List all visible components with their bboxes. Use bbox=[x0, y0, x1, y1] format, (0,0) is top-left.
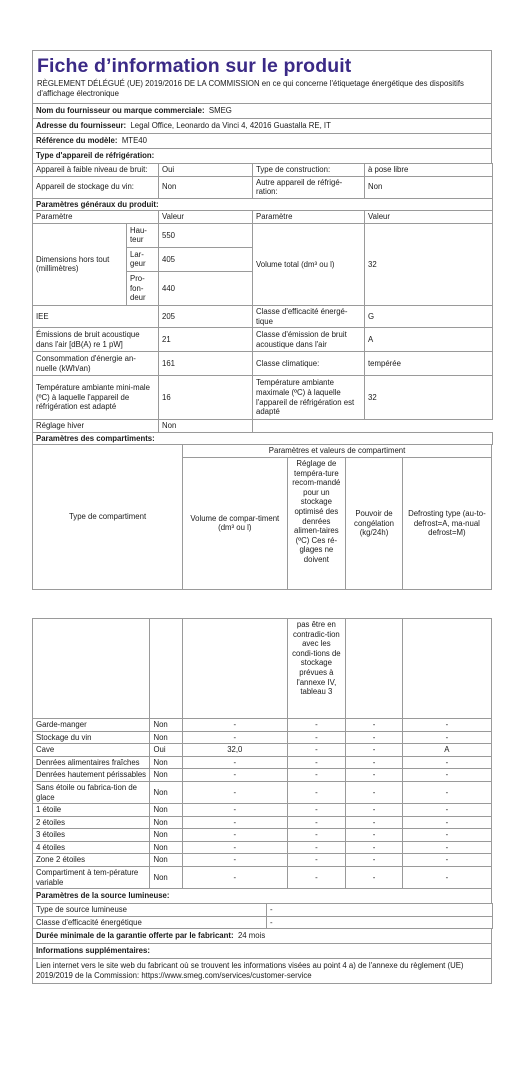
wine-value: Non bbox=[159, 176, 253, 198]
compartment-present: Non bbox=[150, 756, 183, 769]
general-heading: Paramètres généraux du produit: bbox=[33, 198, 493, 211]
compartment-row bbox=[33, 854, 492, 867]
low-noise-value: Oui bbox=[159, 164, 253, 177]
compartment-defrost: - bbox=[402, 769, 491, 782]
col-param-header: Paramètre bbox=[33, 211, 159, 224]
compartment-temp: - bbox=[287, 718, 346, 731]
compartment-freezing: - bbox=[346, 769, 403, 782]
appliance-type-heading: Type d'appareil de réfrigération: bbox=[32, 149, 492, 164]
compartment-temp: - bbox=[287, 841, 346, 854]
compartments-header-table bbox=[32, 444, 492, 590]
eff-class-value: G bbox=[365, 305, 493, 327]
width-label: Lar-geur bbox=[127, 247, 159, 271]
climate-label: Classe climatique: bbox=[253, 352, 365, 376]
empty-cell bbox=[253, 420, 365, 433]
compartment-temp: - bbox=[287, 804, 346, 817]
compartment-defrost: - bbox=[402, 731, 491, 744]
compartment-defrost: - bbox=[402, 854, 491, 867]
warranty-value: 24 mois bbox=[237, 931, 266, 941]
compartment-present: Non bbox=[150, 841, 183, 854]
depth-value: 440 bbox=[159, 271, 253, 305]
empty-cell bbox=[365, 420, 493, 433]
light-class-value: - bbox=[267, 916, 493, 929]
compartment-temp: - bbox=[287, 731, 346, 744]
construction-label: Type de construction: bbox=[253, 164, 365, 177]
eff-class-label: Classe d'efficacité énergé-tique bbox=[253, 305, 365, 327]
empty-cell bbox=[183, 618, 287, 718]
col-temp-header-part2: pas être en contradic-tion avec les condi-tions de stockage prévues à l'annexe IV, tableau 3 bbox=[287, 618, 346, 718]
winter-value: Non bbox=[159, 420, 253, 433]
compartment-freezing: - bbox=[346, 841, 403, 854]
compartment-row bbox=[33, 781, 492, 803]
col-temp-header-part1: Réglage de tempéra-ture recom-mandé pour un stockage optimisé des denrées alimen-taires (ºC) Ces ré-glages ne doivent bbox=[287, 457, 346, 589]
height-value: 550 bbox=[159, 223, 253, 247]
compartment-row bbox=[33, 718, 492, 731]
compartment-present: Non bbox=[150, 718, 183, 731]
compartment-freezing: - bbox=[346, 718, 403, 731]
compartment-volume: - bbox=[183, 804, 287, 817]
winter-label: Réglage hiver bbox=[33, 420, 159, 433]
compartment-present: Non bbox=[150, 854, 183, 867]
supplier-label: Nom du fournisseur ou marque commerciale: bbox=[36, 106, 205, 115]
compartment-present: Non bbox=[150, 816, 183, 829]
compartment-volume: 32,0 bbox=[183, 744, 287, 757]
compartment-defrost: - bbox=[402, 781, 491, 803]
compartments-table bbox=[32, 618, 492, 889]
compartment-defrost: A bbox=[402, 744, 491, 757]
general-params-table bbox=[32, 210, 493, 445]
supplier-row bbox=[32, 104, 492, 119]
compartment-volume: - bbox=[183, 841, 287, 854]
compartment-temp: - bbox=[287, 854, 346, 867]
compartment-row bbox=[33, 816, 492, 829]
compartment-freezing: - bbox=[346, 829, 403, 842]
address-row bbox=[32, 119, 492, 134]
compartment-present: Non bbox=[150, 769, 183, 782]
compartment-group-header: Paramètres et valeurs de compartiment bbox=[183, 445, 492, 458]
empty-cell bbox=[346, 618, 403, 718]
light-heading: Paramètres de la source lumineuse: bbox=[32, 889, 492, 904]
compartment-defrost: - bbox=[402, 867, 491, 889]
compartment-present: Non bbox=[150, 804, 183, 817]
compartments-heading: Paramètres des compartiments: bbox=[33, 432, 493, 445]
compartment-name: Denrées hautement périssables bbox=[33, 769, 150, 782]
compartment-temp: - bbox=[287, 769, 346, 782]
min-temp-label: Température ambiante mini-male (ºC) à laquelle l'appareil de réfrigération est adapté bbox=[33, 376, 159, 420]
compartment-temp: - bbox=[287, 744, 346, 757]
compartment-name: 3 étoiles bbox=[33, 829, 150, 842]
compartment-defrost: - bbox=[402, 829, 491, 842]
compartment-name: Zone 2 étoiles bbox=[33, 854, 150, 867]
wine-label: Appareil de stockage du vin: bbox=[33, 176, 159, 198]
dimensions-label: Dimensions hors tout (millimètres) bbox=[33, 223, 127, 305]
product-information-sheet bbox=[32, 50, 492, 984]
compartment-row bbox=[33, 756, 492, 769]
compartment-volume: - bbox=[183, 829, 287, 842]
model-value: MTE40 bbox=[121, 136, 147, 145]
height-label: Hau-teur bbox=[127, 223, 159, 247]
noise-class-value: A bbox=[365, 328, 493, 352]
compartment-volume: - bbox=[183, 854, 287, 867]
compartment-freezing: - bbox=[346, 781, 403, 803]
empty-cell bbox=[402, 618, 491, 718]
compartment-row bbox=[33, 744, 492, 757]
col-param-header-2: Paramètre bbox=[253, 211, 365, 224]
compartment-volume: - bbox=[183, 731, 287, 744]
volume-value: 32 bbox=[365, 223, 493, 305]
compartment-name: Sans étoile ou fabrica-tion de glace bbox=[33, 781, 150, 803]
consumption-value: 161 bbox=[159, 352, 253, 376]
compartment-temp: - bbox=[287, 756, 346, 769]
warranty-label: Durée minimale de la garantie offerte par le fabricant: bbox=[36, 931, 234, 941]
compartment-name: 4 étoiles bbox=[33, 841, 150, 854]
compartment-name: 2 étoiles bbox=[33, 816, 150, 829]
empty-cell bbox=[150, 618, 183, 718]
compartment-name: Denrées alimentaires fraîches bbox=[33, 756, 150, 769]
regulation-text: RÈGLEMENT DÉLÉGUÉ (UE) 2019/2016 DE LA COMMISSION en ce qui concerne l'étiquetage énergétique des dispositifs d'affichage électronique bbox=[37, 79, 464, 98]
compartment-temp: - bbox=[287, 829, 346, 842]
compartment-name: Cave bbox=[33, 744, 150, 757]
address-value: Legal Office, Leonardo da Vinci 4, 42016 Guastalla RE, IT bbox=[130, 121, 331, 130]
extra-heading: Informations supplémentaires: bbox=[32, 944, 492, 959]
max-temp-value: 32 bbox=[365, 376, 493, 420]
compartment-present: Non bbox=[150, 867, 183, 889]
compartment-freezing: - bbox=[346, 744, 403, 757]
light-type-value: - bbox=[267, 904, 493, 917]
compartment-volume: - bbox=[183, 867, 287, 889]
address-label: Adresse du fournisseur: bbox=[36, 121, 127, 130]
compartment-present: Non bbox=[150, 829, 183, 842]
compartment-volume: - bbox=[183, 756, 287, 769]
compartment-rows bbox=[33, 718, 492, 888]
compartment-row bbox=[33, 829, 492, 842]
col-volume-header: Volume de compar-timent (dm³ ou l) bbox=[183, 457, 287, 589]
depth-label: Pro-fon-deur bbox=[127, 271, 159, 305]
noise-value: 21 bbox=[159, 328, 253, 352]
compartment-row bbox=[33, 804, 492, 817]
consumption-label: Consommation d'énergie an-nuelle (kWh/an) bbox=[33, 352, 159, 376]
compartment-freezing: - bbox=[346, 731, 403, 744]
other-label: Autre appareil de réfrigé-ration: bbox=[253, 176, 365, 198]
header-box bbox=[32, 50, 492, 104]
other-value: Non bbox=[365, 176, 493, 198]
empty-cell bbox=[33, 618, 150, 718]
appliance-type-table bbox=[32, 163, 493, 211]
model-label: Référence du modèle: bbox=[36, 136, 118, 145]
compartment-present: Non bbox=[150, 781, 183, 803]
model-row bbox=[32, 134, 492, 149]
extra-text: Lien internet vers le site web du fabricant où se trouvent les informations visées au point 4 a) de l'annexe du règlement (UE) 2019/2019 de la Commission: https://www.smeg.com/services/customer-service bbox=[32, 959, 492, 984]
compartment-defrost: - bbox=[402, 841, 491, 854]
noise-class-label: Classe d'émission de bruit acoustique dans l'air bbox=[253, 328, 365, 352]
compartment-defrost: - bbox=[402, 718, 491, 731]
max-temp-label: Température ambiante maximale (ºC) à laquelle l'appareil de réfrigération est adapté bbox=[253, 376, 365, 420]
supplier-value: SMEG bbox=[208, 106, 232, 115]
compartment-volume: - bbox=[183, 769, 287, 782]
compartment-freezing: - bbox=[346, 816, 403, 829]
compartment-present: Oui bbox=[150, 744, 183, 757]
compartment-row bbox=[33, 731, 492, 744]
climate-value: tempérée bbox=[365, 352, 493, 376]
compartment-row bbox=[33, 769, 492, 782]
noise-label: Émissions de bruit acoustique dans l'air [dB(A) re 1 pW] bbox=[33, 328, 159, 352]
compartment-present: Non bbox=[150, 731, 183, 744]
compartment-volume: - bbox=[183, 718, 287, 731]
col-value-header: Valeur bbox=[159, 211, 253, 224]
compartment-name: 1 étoile bbox=[33, 804, 150, 817]
light-type-label: Type de source lumineuse bbox=[33, 904, 267, 917]
compartment-row bbox=[33, 841, 492, 854]
col-type-header: Type de compartiment bbox=[33, 445, 183, 590]
warranty-row bbox=[32, 929, 492, 944]
page-break bbox=[32, 590, 492, 618]
min-temp-value: 16 bbox=[159, 376, 253, 420]
compartment-volume: - bbox=[183, 816, 287, 829]
compartment-temp: - bbox=[287, 867, 346, 889]
compartment-freezing: - bbox=[346, 804, 403, 817]
compartment-name: Compartiment à tem-pérature variable bbox=[33, 867, 150, 889]
compartment-name: Stockage du vin bbox=[33, 731, 150, 744]
compartment-defrost: - bbox=[402, 804, 491, 817]
construction-value: à pose libre bbox=[365, 164, 493, 177]
width-value: 405 bbox=[159, 247, 253, 271]
compartment-temp: - bbox=[287, 781, 346, 803]
compartment-name: Garde-manger bbox=[33, 718, 150, 731]
col-defrost-header: Defrosting type (au-to-defrost=A, ma-nual defrost=M) bbox=[402, 457, 491, 589]
iee-label: IEE bbox=[33, 305, 159, 327]
compartment-volume: - bbox=[183, 781, 287, 803]
compartment-freezing: - bbox=[346, 867, 403, 889]
light-class-label: Classe d'efficacité énergétique bbox=[33, 916, 267, 929]
low-noise-label: Appareil à faible niveau de bruit: bbox=[33, 164, 159, 177]
compartment-defrost: - bbox=[402, 756, 491, 769]
compartment-temp: - bbox=[287, 816, 346, 829]
iee-value: 205 bbox=[159, 305, 253, 327]
light-table bbox=[32, 903, 493, 929]
page-title: Fiche d’information sur le produit bbox=[37, 55, 352, 77]
col-freezing-header: Pouvoir de congélation (kg/24h) bbox=[346, 457, 403, 589]
compartment-row bbox=[33, 867, 492, 889]
volume-label: Volume total (dm³ ou l) bbox=[253, 223, 365, 305]
compartment-freezing: - bbox=[346, 854, 403, 867]
compartment-defrost: - bbox=[402, 816, 491, 829]
compartment-freezing: - bbox=[346, 756, 403, 769]
col-value-header-2: Valeur bbox=[365, 211, 493, 224]
